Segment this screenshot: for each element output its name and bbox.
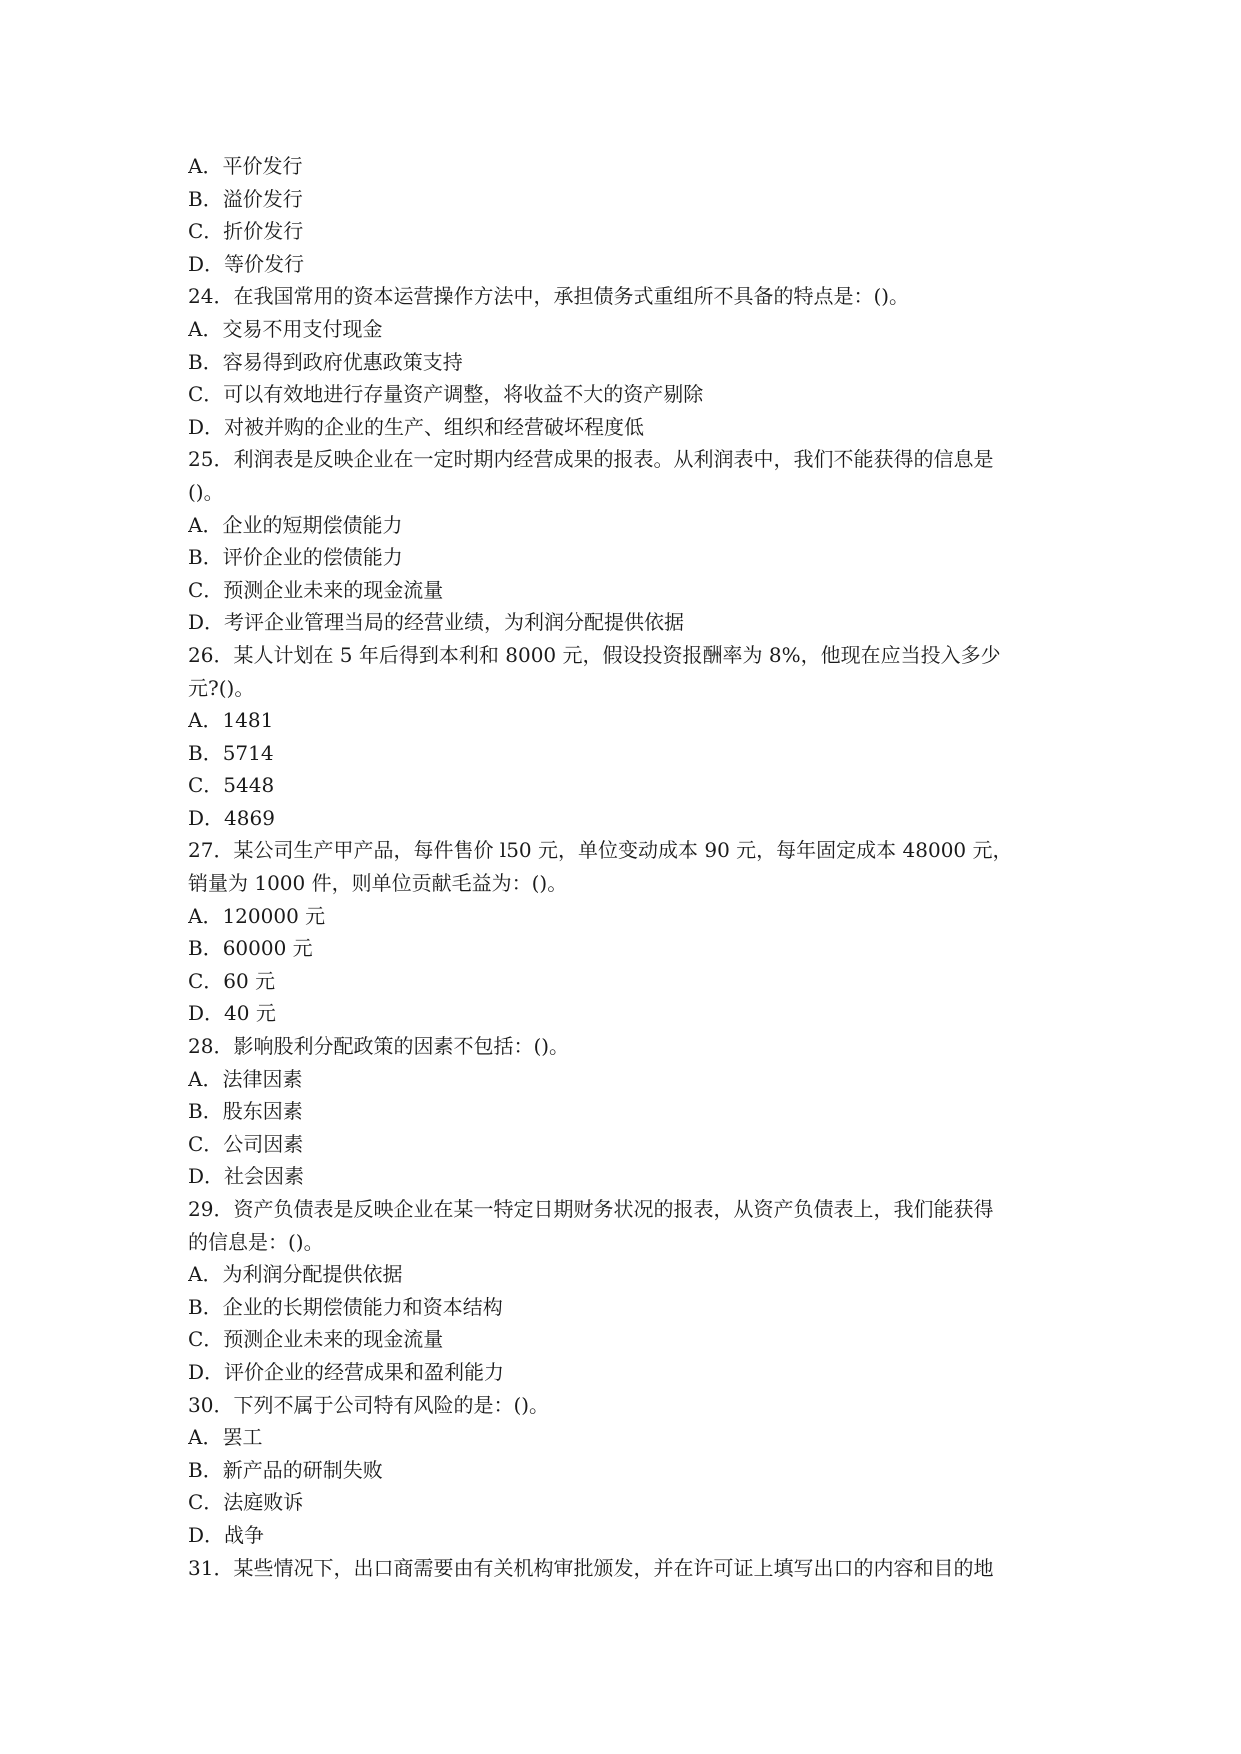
question-25: 25．利润表是反映企业在一定时期内经营成果的报表。从利润表中，我们不能获得的信息是 (188, 447, 994, 472)
option-line: A．平价发行 (188, 154, 303, 178)
question-26-continued: 元?()。 (188, 675, 255, 700)
option-line: A．企业的短期偿债能力 (188, 512, 403, 537)
option-line: B．企业的长期偿债能力和资本结构 (188, 1294, 503, 1319)
question-text-block (188, 150, 1048, 1584)
question-24: 24．在我国常用的资本运营操作方法中，承担债务式重组所不具备的特点是：()。 (188, 284, 910, 309)
option-line: A．为利润分配提供依据 (188, 1262, 403, 1287)
option-line: A．120000 元 (188, 903, 326, 928)
option-line: B．新产品的研制失败 (188, 1457, 383, 1482)
option-line: D．40 元 (188, 1001, 276, 1026)
option-line: A．1481 (188, 708, 274, 733)
option-line: C．60 元 (188, 968, 276, 993)
option-line: A．法律因素 (188, 1066, 303, 1091)
question-27-continued: 销量为 1000 件，则单位贡献毛益为：()。 (188, 871, 568, 896)
option-line: B．评价企业的偿债能力 (188, 545, 403, 570)
question-29-continued: 的信息是：()。 (188, 1229, 324, 1254)
option-line: C．预测企业未来的现金流量 (188, 577, 444, 602)
question-27: 27．某公司生产甲产品，每件售价 l50 元，单位变动成本 90 元，每年固定成本 48000 元， (188, 838, 1013, 863)
question-25-continued: ()。 (188, 479, 224, 504)
option-line: B．60000 元 (188, 936, 313, 961)
option-line: C．公司因素 (188, 1131, 304, 1156)
question-28: 28．影响股利分配政策的因素不包括：()。 (188, 1034, 570, 1059)
option-line: C．5448 (188, 773, 275, 798)
option-line: A．交易不用支付现金 (188, 316, 383, 341)
option-line: D．社会因素 (188, 1164, 305, 1189)
option-line: B．容易得到政府优惠政策支持 (188, 349, 463, 374)
option-line: C．可以有效地进行存量资产调整，将收益不大的资产剔除 (188, 382, 704, 407)
option-line: B．股东因素 (188, 1099, 303, 1124)
option-line: D．考评企业管理当局的经营业绩，为利润分配提供依据 (188, 610, 685, 635)
option-line: D．4869 (188, 805, 275, 830)
option-line: D．评价企业的经营成果和盈利能力 (188, 1359, 505, 1384)
option-line: D．战争 (188, 1522, 265, 1547)
option-line: B．5714 (188, 740, 274, 765)
option-line: C．预测企业未来的现金流量 (188, 1327, 444, 1352)
option-line: A．罢工 (188, 1425, 263, 1450)
option-line: B．溢价发行 (188, 186, 303, 211)
question-31: 31．某些情况下，出口商需要由有关机构审批颁发，并在许可证上填写出口的内容和目的地 (188, 1555, 994, 1580)
question-29: 29．资产负债表是反映企业在某一特定日期财务状况的报表，从资产负债表上，我们能获得 (188, 1197, 994, 1221)
option-line: D．对被并购的企业的生产、组织和经营破坏程度低 (188, 414, 645, 439)
option-line: C．法庭败诉 (188, 1490, 304, 1515)
option-line: C．折价发行 (188, 219, 304, 244)
question-26: 26．某人计划在 5 年后得到本利和 8000 元，假设投资报酬率为 8%，他现在应当投入多少 (188, 642, 1001, 667)
option-line: D．等价发行 (188, 251, 305, 276)
question-30: 30．下列不属于公司特有风险的是：()。 (188, 1392, 550, 1417)
